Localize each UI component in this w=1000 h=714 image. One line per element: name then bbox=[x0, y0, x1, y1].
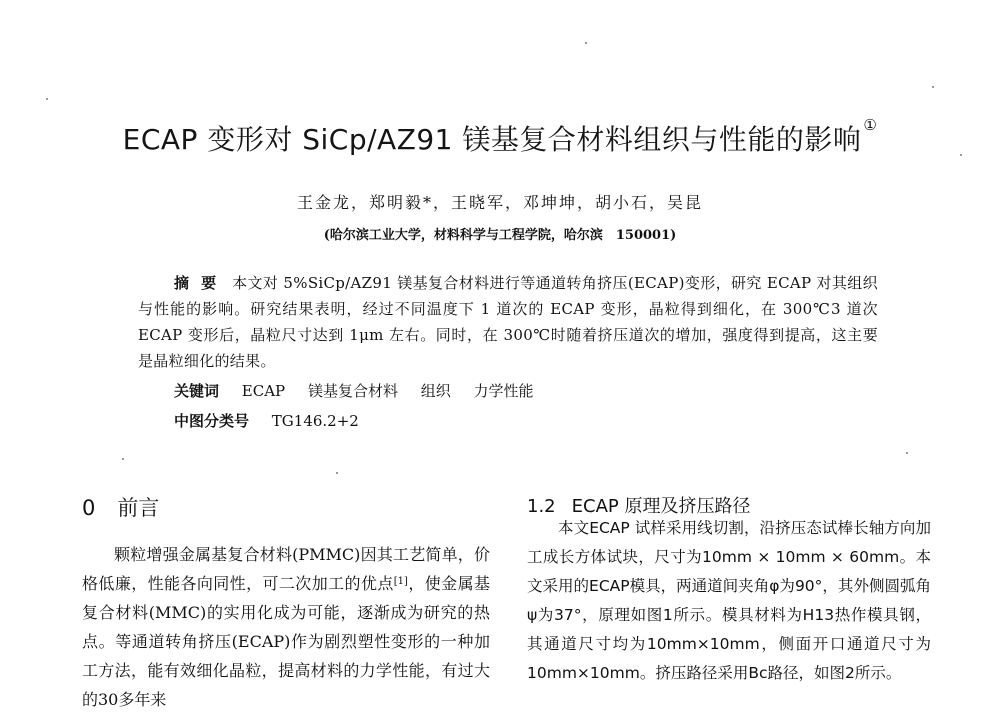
paper-title bbox=[0, 118, 1000, 158]
classification-label: 中图分类号 bbox=[174, 412, 250, 430]
keyword-item: 组织 bbox=[420, 382, 451, 400]
keywords bbox=[174, 380, 552, 401]
keyword-item: ECAP bbox=[241, 382, 286, 400]
scan-speck bbox=[122, 458, 124, 460]
classification-value: TG146.2+2 bbox=[271, 412, 359, 430]
abstract-text: 本文对 5%SiCp/AZ91 镁基复合材料进行等通道转角挤压(ECAP)变形，研究 ECAP 对其组织与性能的影响。研究结果表明，经过不同温度下 1 道次的 ECAP 变形，晶粒得到细化，在 300℃3 道次 ECAP 变形后，晶粒尺寸达到 1μm 左右。同时，在 300℃时随着挤压道次的增加，强度得到提高，这主要是晶粒细化的结果。 bbox=[138, 274, 878, 370]
section-number: 1.2 bbox=[527, 496, 556, 517]
keyword-item: 镁基复合材料 bbox=[307, 382, 398, 400]
scan-speck bbox=[932, 86, 934, 88]
section-heading-0 bbox=[82, 492, 159, 522]
abstract bbox=[138, 270, 878, 374]
title-footnote-mark: ① bbox=[863, 116, 878, 134]
section-title: 前言 bbox=[117, 496, 160, 520]
abstract-label: 摘要 bbox=[174, 274, 229, 292]
section-title: ECAP 原理及挤压路径 bbox=[571, 496, 751, 517]
author-list: 王金龙，郑明毅*，王晓军，邓坤坤，胡小石，吴昆 bbox=[296, 193, 703, 212]
keywords-label: 关键词 bbox=[174, 382, 220, 400]
section-number: 0 bbox=[82, 496, 96, 520]
keyword-item: 力学性能 bbox=[473, 382, 534, 400]
scan-speck bbox=[336, 472, 338, 474]
method-paragraph: 本文ECAP 试样采用线切割，沿挤压态试棒长轴方向加工成长方体试块，尺寸为10mm × 10mm × 60mm。本文采用的ECAP模具，两通道间夹角φ为90°，其外侧圆弧角ψ为37°，原理如图1所示。模具材料为H13热作模具钢，其通道尺寸均为10mm×10mm，侧面开口通道尺寸为10mm×10mm。挤压路径采用Bc路径，如图2所示。 bbox=[527, 519, 931, 682]
intro-text-2: ，使金属基复合材料(MMC)的实用化成为可能，逐渐成为研究的热点。等通道转角挤压(ECAP)作为剧烈塑性变形的一种加工方法，能有效细化晶粒，提高材料的力学性能，有过大的30多年来 bbox=[82, 574, 490, 709]
scan-speck bbox=[46, 98, 48, 100]
intro-text-1: 颗粒增强金属基复合材料(PMMC)因其工艺简单，价格低廉，性能各向同性，可二次加工的优点 bbox=[82, 545, 490, 593]
classification bbox=[174, 410, 359, 431]
citation-ref: [1] bbox=[393, 576, 408, 587]
affiliation: (哈尔滨工业大学，材料科学与工程学院，哈尔滨 150001) bbox=[323, 228, 677, 243]
scan-speck bbox=[585, 42, 587, 44]
scan-speck bbox=[906, 452, 908, 454]
method-column bbox=[527, 514, 931, 688]
title-text: ECAP 变形对 SiCp/AZ91 镁基复合材料组织与性能的影响 bbox=[122, 123, 862, 156]
